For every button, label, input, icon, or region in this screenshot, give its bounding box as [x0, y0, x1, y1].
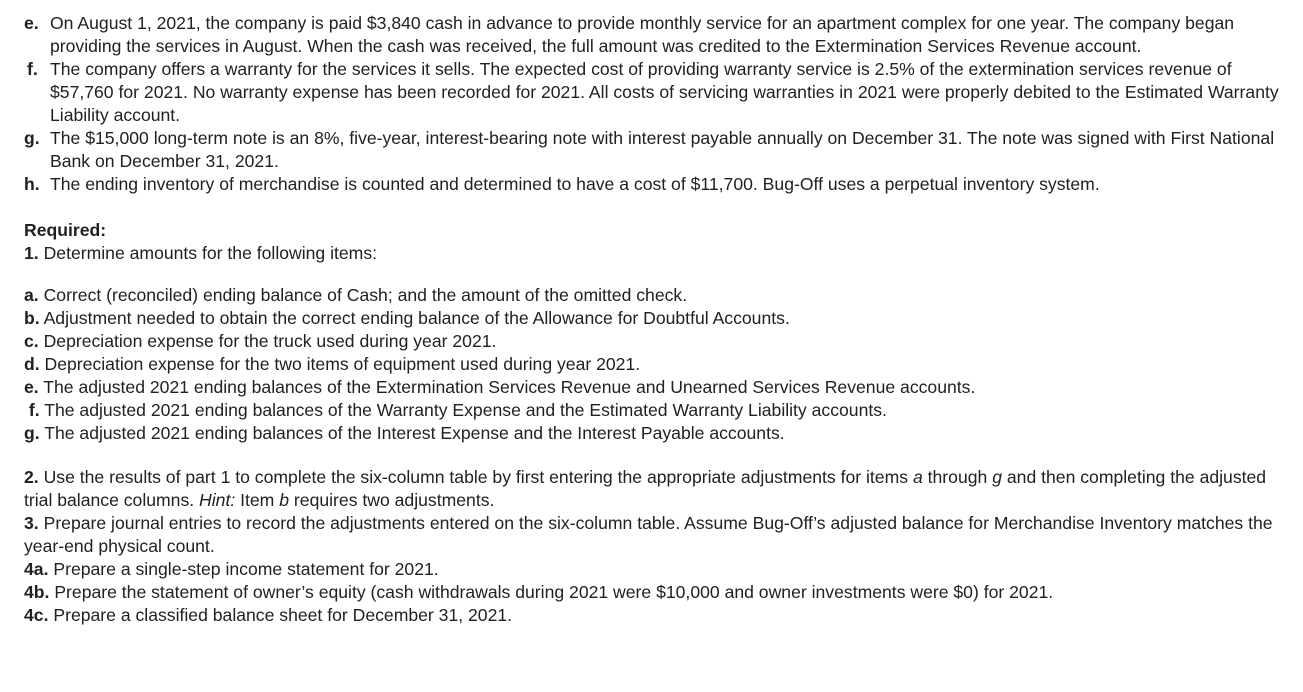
list-item-text: Adjustment needed to obtain the correct ending balance of the Allowance for Doubtful Accounts.: [43, 308, 790, 328]
list-item-label: f.: [28, 400, 40, 420]
part-4a: [24, 558, 1284, 581]
item-text: On August 1, 2021, the company is paid $3,840 cash in advance to provide monthly service for an apartment complex for one year. The company began providing the services in August. When the cash was received, the full amount was credited to the Extermination Services Revenue account.: [50, 13, 1235, 56]
part-text: Use the results of part 1 to complete the six-column table by first entering the appropriate adjustments for items: [43, 467, 909, 487]
part-text: Determine amounts for the following items:: [43, 243, 378, 263]
part-1: [24, 242, 1284, 265]
hint-label: Hint:: [199, 490, 236, 510]
part-label: 2.: [24, 467, 39, 487]
list-item: [24, 353, 1284, 376]
part-text: Prepare a classified balance sheet for December 31, 2021.: [53, 605, 513, 625]
item-g: [24, 127, 1284, 173]
list-item-text: Depreciation expense for the two items of equipment used during year 2021.: [44, 354, 641, 374]
part-text: Prepare a single-step income statement for 2021.: [53, 559, 439, 579]
part-italic: g: [992, 467, 1002, 487]
list-item: [24, 284, 1284, 307]
part-text: and then completing the adjusted trial balance columns.: [24, 467, 1267, 510]
part-4c: [24, 604, 1284, 627]
part-italic: a: [912, 467, 923, 487]
parts-section: [24, 466, 1284, 627]
part-2: [24, 466, 1284, 512]
list-item: [24, 307, 1284, 330]
list-item: [24, 399, 1284, 422]
list-item-label: a.: [24, 285, 39, 305]
part-text: Item: [240, 490, 275, 510]
items-top: [24, 12, 1284, 196]
list-item: [24, 330, 1284, 353]
item-text: The company offers a warranty for the services it sells. The expected cost of providing warranty service is 2.5% of the extermination services revenue of $57,760 for 2021. No warranty expense has been recorded for 2021. All costs of servicing warranties in 2021 were properly debited to the Estimated Warranty Liability account.: [50, 59, 1279, 125]
part-text: Prepare the statement of owner’s equity (cash withdrawals during 2021 were $10,000 and owner investments were $0) for 2021.: [54, 582, 1054, 602]
part-text: Prepare journal entries to record the adjustments entered on the six-column table. Assume Bug-Off’s adjusted balance for Merchandise Inventory matches the year-end physical count.: [24, 513, 1273, 556]
required-section: [24, 219, 1284, 265]
list-item: [24, 422, 1284, 445]
list-item-text: The adjusted 2021 ending balances of the Interest Expense and the Interest Payable accounts.: [44, 423, 785, 443]
list-item-label: e.: [24, 377, 39, 397]
list-item-label: b.: [24, 308, 40, 328]
list-item-text: The adjusted 2021 ending balances of the Warranty Expense and the Estimated Warranty Liability accounts.: [44, 400, 887, 420]
part-label: 4c.: [24, 605, 49, 625]
list-item-label: g.: [24, 423, 40, 443]
part-text: through: [927, 467, 988, 487]
part-italic: b: [279, 490, 290, 510]
part-4b: [24, 581, 1284, 604]
item-text: The ending inventory of merchandise is counted and determined to have a cost of $11,700. Bug-Off uses a perpetual inventory system.: [50, 174, 1100, 194]
list-item-text: Correct (reconciled) ending balance of Cash; and the amount of the omitted check.: [43, 285, 688, 305]
list-item-label: c.: [24, 331, 39, 351]
item-label: g.: [24, 128, 40, 148]
list-item-label: d.: [24, 354, 40, 374]
list-item-text: The adjusted 2021 ending balances of the Extermination Services Revenue and Unearned Services Revenue accounts.: [43, 377, 976, 397]
required-heading: Required:: [24, 220, 107, 240]
item-e: [24, 12, 1284, 58]
part-3: [24, 512, 1284, 558]
part-1-list: [24, 284, 1284, 445]
list-item: [24, 376, 1284, 399]
item-label: h.: [24, 174, 40, 194]
part-label: 3.: [24, 513, 39, 533]
part-text: requires two adjustments.: [293, 490, 495, 510]
part-label: 4b.: [24, 582, 50, 602]
item-label: f.: [27, 59, 38, 79]
part-label: 4a.: [24, 559, 49, 579]
item-h: [24, 173, 1284, 196]
list-item-text: Depreciation expense for the truck used during year 2021.: [43, 331, 497, 351]
part-label: 1.: [24, 243, 39, 263]
item-f: [24, 58, 1284, 127]
item-label: e.: [24, 13, 39, 33]
item-text: The $15,000 long-term note is an 8%, five-year, interest-bearing note with interest payable annually on December 31. The note was signed with First National Bank on December 31, 2021.: [50, 128, 1275, 171]
